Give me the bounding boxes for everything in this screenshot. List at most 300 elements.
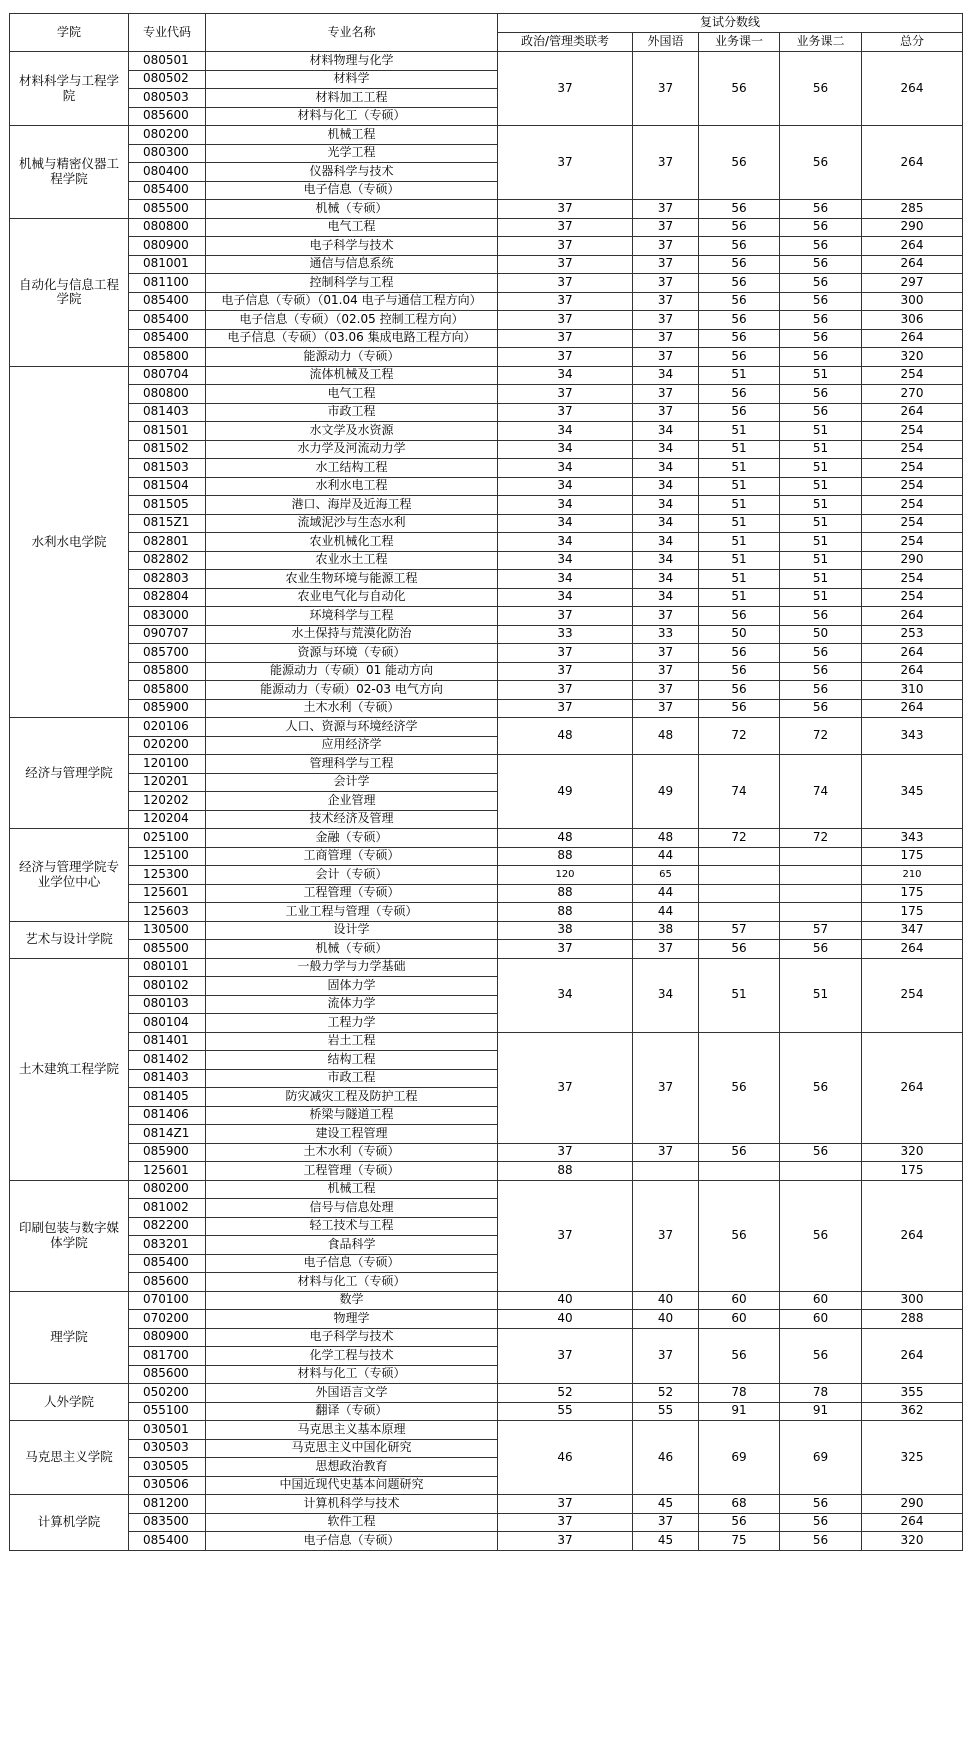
score-course-2: 60 — [780, 1291, 862, 1310]
major-code: 070200 — [129, 1310, 206, 1329]
major-code: 030505 — [129, 1458, 206, 1477]
score-politics: 37 — [498, 607, 633, 626]
score-course-1: 69 — [699, 1421, 780, 1495]
score-total: 285 — [862, 200, 963, 219]
score-course-2: 51 — [780, 459, 862, 478]
table-row — [10, 699, 963, 718]
header-total: 总分 — [862, 33, 963, 52]
major-name: 能源动力（专硕） — [206, 348, 498, 367]
major-code: 080102 — [129, 977, 206, 996]
score-total: 264 — [862, 699, 963, 718]
score-course-2: 56 — [780, 1328, 862, 1384]
header-major: 专业名称 — [206, 14, 498, 52]
table-row — [10, 1402, 963, 1421]
score-foreign-language: 65 — [633, 866, 699, 885]
college-name: 材料科学与工程学院 — [10, 52, 129, 126]
major-name: 企业管理 — [206, 792, 498, 811]
score-total: 264 — [862, 403, 963, 422]
major-code: 085800 — [129, 681, 206, 700]
score-course-1: 51 — [699, 440, 780, 459]
score-total: 264 — [862, 607, 963, 626]
score-foreign-language: 37 — [633, 1180, 699, 1291]
major-name: 工商管理（专硕） — [206, 847, 498, 866]
score-course-2: 56 — [780, 385, 862, 404]
score-course-1: 56 — [699, 644, 780, 663]
score-foreign-language: 48 — [633, 829, 699, 848]
score-foreign-language: 37 — [633, 1513, 699, 1532]
score-course-2: 56 — [780, 237, 862, 256]
college-name: 艺术与设计学院 — [10, 921, 129, 958]
major-name: 工业工程与管理（专硕） — [206, 903, 498, 922]
score-total: 254 — [862, 533, 963, 552]
score-foreign-language: 34 — [633, 514, 699, 533]
major-code: 082804 — [129, 588, 206, 607]
major-code: 125100 — [129, 847, 206, 866]
major-code: 030506 — [129, 1476, 206, 1495]
major-name: 电子信息（专硕）（02.05 控制工程方向） — [206, 311, 498, 330]
score-total: 300 — [862, 292, 963, 311]
score-politics: 37 — [498, 329, 633, 348]
major-name: 岩土工程 — [206, 1032, 498, 1051]
score-foreign-language: 44 — [633, 884, 699, 903]
major-code: 125601 — [129, 1162, 206, 1181]
major-code: 085400 — [129, 181, 206, 200]
major-name: 机械工程 — [206, 1180, 498, 1199]
major-name: 市政工程 — [206, 403, 498, 422]
score-foreign-language: 37 — [633, 348, 699, 367]
major-code: 083500 — [129, 1513, 206, 1532]
major-name: 人口、资源与环境经济学 — [206, 718, 498, 737]
table-row — [10, 126, 963, 145]
score-total: 306 — [862, 311, 963, 330]
table-row — [10, 847, 963, 866]
major-code: 083000 — [129, 607, 206, 626]
score-total: 253 — [862, 625, 963, 644]
score-course-1: 60 — [699, 1291, 780, 1310]
header-foreign-language: 外国语 — [633, 33, 699, 52]
major-name: 材料加工工程 — [206, 89, 498, 108]
table-row — [10, 403, 963, 422]
score-course-2: 56 — [780, 1032, 862, 1143]
score-course-1: 56 — [699, 607, 780, 626]
score-course-2: 74 — [780, 755, 862, 829]
score-politics: 88 — [498, 884, 633, 903]
table-row — [10, 829, 963, 848]
major-name: 材料物理与化学 — [206, 52, 498, 71]
score-foreign-language: 37 — [633, 699, 699, 718]
major-name: 流域泥沙与生态水利 — [206, 514, 498, 533]
score-course-1 — [699, 884, 780, 903]
college-name: 水利水电学院 — [10, 366, 129, 718]
score-politics: 37 — [498, 292, 633, 311]
score-course-1: 56 — [699, 699, 780, 718]
score-total: 320 — [862, 348, 963, 367]
score-course-1: 51 — [699, 514, 780, 533]
score-total: 175 — [862, 884, 963, 903]
major-name: 电子信息（专硕） — [206, 1254, 498, 1273]
score-total: 175 — [862, 903, 963, 922]
score-total: 175 — [862, 1162, 963, 1181]
major-code: 030501 — [129, 1421, 206, 1440]
score-total: 270 — [862, 385, 963, 404]
table-row — [10, 52, 963, 71]
table-row — [10, 274, 963, 293]
score-politics: 37 — [498, 348, 633, 367]
score-course-2: 56 — [780, 348, 862, 367]
score-course-2: 51 — [780, 440, 862, 459]
score-course-1: 56 — [699, 1180, 780, 1291]
table-row — [10, 200, 963, 219]
score-total: 264 — [862, 52, 963, 126]
score-politics: 52 — [498, 1384, 633, 1403]
header-course-1: 业务课一 — [699, 33, 780, 52]
major-code: 055100 — [129, 1402, 206, 1421]
major-name: 管理科学与工程 — [206, 755, 498, 774]
major-name: 食品科学 — [206, 1236, 498, 1255]
major-name: 通信与信息系统 — [206, 255, 498, 274]
score-course-1: 56 — [699, 126, 780, 200]
major-name: 水土保持与荒漠化防治 — [206, 625, 498, 644]
score-foreign-language: 34 — [633, 459, 699, 478]
major-name: 材料与化工（专硕） — [206, 1365, 498, 1384]
table-row — [10, 755, 963, 774]
score-foreign-language: 37 — [633, 681, 699, 700]
major-name: 化学工程与技术 — [206, 1347, 498, 1366]
major-name: 会计学 — [206, 773, 498, 792]
score-total: 347 — [862, 921, 963, 940]
score-foreign-language: 49 — [633, 755, 699, 829]
major-code: 080200 — [129, 1180, 206, 1199]
score-total: 254 — [862, 958, 963, 1032]
score-course-1: 56 — [699, 403, 780, 422]
major-code: 120204 — [129, 810, 206, 829]
score-foreign-language: 37 — [633, 1143, 699, 1162]
major-code: 080503 — [129, 89, 206, 108]
major-name: 外国语言文学 — [206, 1384, 498, 1403]
major-code: 080200 — [129, 126, 206, 145]
table-row — [10, 644, 963, 663]
score-course-1 — [699, 866, 780, 885]
score-course-2: 51 — [780, 477, 862, 496]
score-course-2: 56 — [780, 1513, 862, 1532]
score-course-1: 56 — [699, 1143, 780, 1162]
table-row — [10, 1162, 963, 1181]
major-code: 085500 — [129, 940, 206, 959]
major-name: 材料学 — [206, 70, 498, 89]
major-name: 控制科学与工程 — [206, 274, 498, 293]
major-code: 085800 — [129, 348, 206, 367]
score-course-1: 51 — [699, 533, 780, 552]
major-code: 080900 — [129, 237, 206, 256]
score-course-1: 74 — [699, 755, 780, 829]
table-row — [10, 1513, 963, 1532]
score-course-2: 56 — [780, 403, 862, 422]
major-code: 085400 — [129, 311, 206, 330]
major-code: 081100 — [129, 274, 206, 293]
major-name: 流体力学 — [206, 995, 498, 1014]
major-code: 085600 — [129, 107, 206, 126]
major-name: 电子信息（专硕）（01.04 电子与通信工程方向） — [206, 292, 498, 311]
score-course-2: 56 — [780, 329, 862, 348]
table-row — [10, 237, 963, 256]
score-course-2: 56 — [780, 1532, 862, 1551]
score-politics: 40 — [498, 1310, 633, 1329]
score-total: 254 — [862, 477, 963, 496]
header-code: 专业代码 — [129, 14, 206, 52]
score-politics: 37 — [498, 255, 633, 274]
major-name: 港口、海岸及近海工程 — [206, 496, 498, 515]
score-total: 264 — [862, 329, 963, 348]
score-total: 254 — [862, 422, 963, 441]
college-name: 计算机学院 — [10, 1495, 129, 1551]
table-row — [10, 884, 963, 903]
major-name: 农业电气化与自动化 — [206, 588, 498, 607]
score-politics: 120 — [498, 866, 633, 885]
score-foreign-language: 37 — [633, 940, 699, 959]
major-code: 081403 — [129, 1069, 206, 1088]
college-name: 经济与管理学院专业学位中心 — [10, 829, 129, 922]
table-row — [10, 218, 963, 237]
major-code: 125601 — [129, 884, 206, 903]
score-politics: 48 — [498, 718, 633, 755]
header-course-2: 业务课二 — [780, 33, 862, 52]
header-score-group: 复试分数线 — [498, 14, 963, 33]
score-course-2: 56 — [780, 311, 862, 330]
major-name: 中国近现代史基本问题研究 — [206, 1476, 498, 1495]
score-course-2: 56 — [780, 1180, 862, 1291]
major-name: 信号与信息处理 — [206, 1199, 498, 1218]
table-row — [10, 718, 963, 737]
score-total: 264 — [862, 644, 963, 663]
score-total: 290 — [862, 218, 963, 237]
major-code: 090707 — [129, 625, 206, 644]
score-course-1: 91 — [699, 1402, 780, 1421]
major-code: 0814Z1 — [129, 1125, 206, 1144]
score-politics: 40 — [498, 1291, 633, 1310]
major-code: 080900 — [129, 1328, 206, 1347]
table-row — [10, 625, 963, 644]
table-row — [10, 1384, 963, 1403]
table-row — [10, 921, 963, 940]
score-politics: 37 — [498, 1180, 633, 1291]
score-course-1: 60 — [699, 1310, 780, 1329]
score-course-2: 51 — [780, 514, 862, 533]
table-row — [10, 329, 963, 348]
major-code: 082200 — [129, 1217, 206, 1236]
score-course-1: 56 — [699, 348, 780, 367]
major-name: 农业生物环境与能源工程 — [206, 570, 498, 589]
header-row-1 — [10, 14, 963, 33]
score-course-2: 60 — [780, 1310, 862, 1329]
score-politics: 37 — [498, 699, 633, 718]
score-course-1: 50 — [699, 625, 780, 644]
major-name: 能源动力（专硕）02-03 电气方向 — [206, 681, 498, 700]
table-row — [10, 1143, 963, 1162]
major-code: 085600 — [129, 1365, 206, 1384]
score-foreign-language: 34 — [633, 533, 699, 552]
score-total: 290 — [862, 551, 963, 570]
score-course-2: 51 — [780, 570, 862, 589]
major-code: 125300 — [129, 866, 206, 885]
table-row — [10, 366, 963, 385]
table-row — [10, 551, 963, 570]
score-total: 175 — [862, 847, 963, 866]
score-course-2: 50 — [780, 625, 862, 644]
score-course-1: 56 — [699, 1328, 780, 1384]
score-politics: 34 — [498, 496, 633, 515]
major-code: 020106 — [129, 718, 206, 737]
score-course-2: 56 — [780, 1143, 862, 1162]
score-foreign-language: 40 — [633, 1291, 699, 1310]
major-code: 080101 — [129, 958, 206, 977]
major-name: 会计（专硕） — [206, 866, 498, 885]
major-code: 085400 — [129, 1254, 206, 1273]
major-code: 081700 — [129, 1347, 206, 1366]
major-code: 120201 — [129, 773, 206, 792]
score-course-2: 56 — [780, 699, 862, 718]
score-politics: 34 — [498, 440, 633, 459]
score-foreign-language: 37 — [633, 200, 699, 219]
major-code: 020200 — [129, 736, 206, 755]
score-course-2: 51 — [780, 366, 862, 385]
major-name: 防灾减灾工程及防护工程 — [206, 1088, 498, 1107]
major-code: 050200 — [129, 1384, 206, 1403]
score-course-2: 56 — [780, 940, 862, 959]
score-course-1: 51 — [699, 570, 780, 589]
major-code: 080502 — [129, 70, 206, 89]
score-politics: 37 — [498, 1495, 633, 1514]
major-name: 机械工程 — [206, 126, 498, 145]
score-course-1: 51 — [699, 477, 780, 496]
major-code: 081200 — [129, 1495, 206, 1514]
score-course-2: 78 — [780, 1384, 862, 1403]
major-name: 轻工技术与工程 — [206, 1217, 498, 1236]
score-course-2: 51 — [780, 551, 862, 570]
score-course-2: 56 — [780, 607, 862, 626]
score-course-1: 57 — [699, 921, 780, 940]
score-foreign-language: 34 — [633, 588, 699, 607]
major-name: 机械（专硕） — [206, 200, 498, 219]
score-politics: 46 — [498, 1421, 633, 1495]
score-course-1: 56 — [699, 329, 780, 348]
score-foreign-language: 45 — [633, 1532, 699, 1551]
college-name: 印刷包装与数字媒体学院 — [10, 1180, 129, 1291]
score-total: 264 — [862, 1328, 963, 1384]
score-course-1: 56 — [699, 385, 780, 404]
score-total: 297 — [862, 274, 963, 293]
score-politics: 37 — [498, 126, 633, 200]
major-code: 082803 — [129, 570, 206, 589]
table-row — [10, 866, 963, 885]
table-row — [10, 496, 963, 515]
score-foreign-language: 37 — [633, 126, 699, 200]
score-foreign-language: 34 — [633, 440, 699, 459]
major-code: 080800 — [129, 218, 206, 237]
score-table — [9, 13, 963, 1551]
score-total: 264 — [862, 940, 963, 959]
major-code: 080800 — [129, 385, 206, 404]
score-course-1: 56 — [699, 311, 780, 330]
major-name: 翻译（专硕） — [206, 1402, 498, 1421]
major-code: 081504 — [129, 477, 206, 496]
score-politics: 88 — [498, 847, 633, 866]
major-code: 120202 — [129, 792, 206, 811]
score-foreign-language: 38 — [633, 921, 699, 940]
score-foreign-language: 37 — [633, 237, 699, 256]
score-course-1: 51 — [699, 588, 780, 607]
score-total: 320 — [862, 1143, 963, 1162]
major-name: 技术经济及管理 — [206, 810, 498, 829]
table-row — [10, 1328, 963, 1347]
score-foreign-language: 34 — [633, 422, 699, 441]
table-row — [10, 570, 963, 589]
major-name: 电子信息（专硕） — [206, 1532, 498, 1551]
score-politics: 37 — [498, 52, 633, 126]
score-politics: 34 — [498, 422, 633, 441]
score-foreign-language: 34 — [633, 551, 699, 570]
score-foreign-language: 37 — [633, 662, 699, 681]
table-row — [10, 311, 963, 330]
table-row — [10, 459, 963, 478]
score-politics: 55 — [498, 1402, 633, 1421]
score-politics: 37 — [498, 1143, 633, 1162]
score-course-2: 56 — [780, 662, 862, 681]
major-code: 081401 — [129, 1032, 206, 1051]
table-row — [10, 1421, 963, 1440]
score-course-2: 51 — [780, 958, 862, 1032]
major-name: 市政工程 — [206, 1069, 498, 1088]
major-name: 数学 — [206, 1291, 498, 1310]
major-name: 资源与环境（专硕） — [206, 644, 498, 663]
score-total: 345 — [862, 755, 963, 829]
score-foreign-language: 37 — [633, 607, 699, 626]
score-foreign-language: 55 — [633, 1402, 699, 1421]
major-name: 电子科学与技术 — [206, 1328, 498, 1347]
major-name: 桥梁与隧道工程 — [206, 1106, 498, 1125]
score-politics: 34 — [498, 366, 633, 385]
score-politics: 37 — [498, 1328, 633, 1384]
score-total: 254 — [862, 514, 963, 533]
major-name: 金融（专硕） — [206, 829, 498, 848]
score-foreign-language: 44 — [633, 847, 699, 866]
score-total: 264 — [862, 1513, 963, 1532]
score-course-2: 56 — [780, 52, 862, 126]
score-course-1: 56 — [699, 237, 780, 256]
major-name: 机械（专硕） — [206, 940, 498, 959]
score-foreign-language: 52 — [633, 1384, 699, 1403]
major-name: 电子信息（专硕）（03.06 集成电路工程方向） — [206, 329, 498, 348]
score-course-2: 56 — [780, 292, 862, 311]
major-code: 085600 — [129, 1273, 206, 1292]
score-course-2 — [780, 866, 862, 885]
major-code: 085700 — [129, 644, 206, 663]
table-row — [10, 1495, 963, 1514]
major-code: 081501 — [129, 422, 206, 441]
score-politics: 37 — [498, 237, 633, 256]
major-name: 流体机械及工程 — [206, 366, 498, 385]
score-total: 254 — [862, 588, 963, 607]
college-name: 机械与精密仪器工程学院 — [10, 126, 129, 219]
table-row — [10, 903, 963, 922]
score-foreign-language: 33 — [633, 625, 699, 644]
score-course-2: 56 — [780, 200, 862, 219]
score-total: 264 — [862, 1032, 963, 1143]
table-row — [10, 662, 963, 681]
score-total: 300 — [862, 1291, 963, 1310]
major-code: 083201 — [129, 1236, 206, 1255]
major-name: 水文学及水资源 — [206, 422, 498, 441]
score-course-1 — [699, 1162, 780, 1181]
